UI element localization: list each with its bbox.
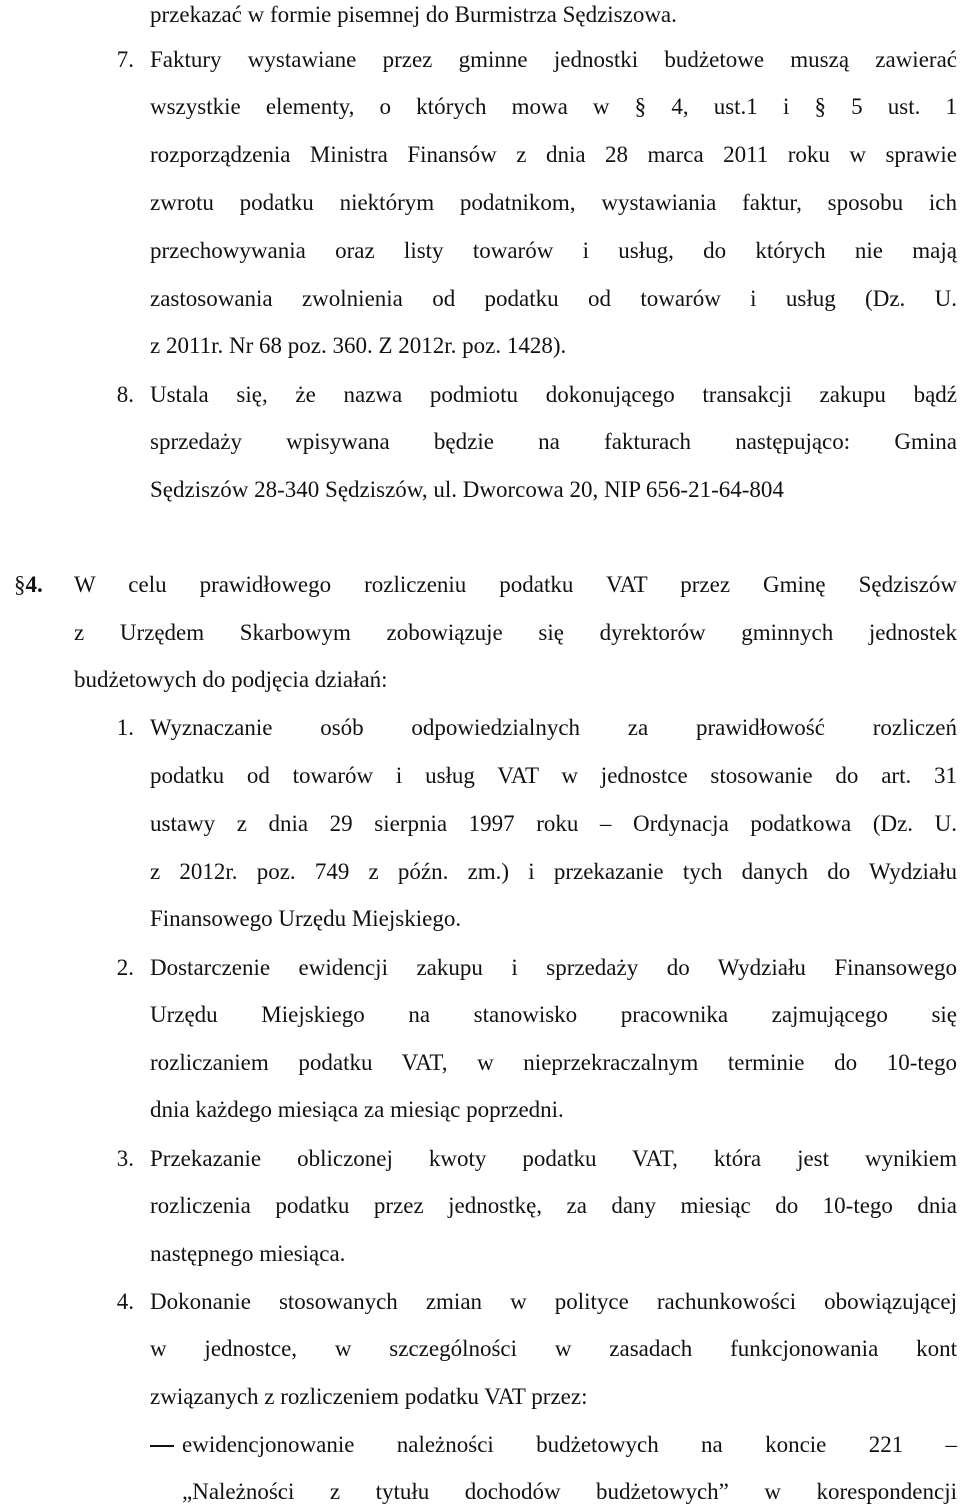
text-line: z Urzędem Skarbowym zobowiązuje się dyrektorów gminnych jednostek — [74, 620, 957, 645]
text-line: ustawy z dnia 29 sierpnia 1997 roku – Ordynacja podatkowa (Dz. U. — [150, 811, 957, 836]
text-line: przekazać w formie pisemnej do Burmistrza Sędziszowa. — [150, 2, 677, 27]
list-number: 4. — [116, 1289, 134, 1314]
text-line: zwrotu podatku niektórym podatnikom, wystawiania faktur, sposobu ich — [150, 190, 957, 215]
text-line: z 2011r. Nr 68 poz. 360. Z 2012r. poz. 1428). — [150, 333, 567, 358]
text-line: rozliczenia podatku przez jednostkę, za dany miesiąc do 10-tego dnia — [150, 1193, 957, 1218]
dash-bullet — [150, 1445, 174, 1447]
list-number: 7. — [116, 47, 134, 72]
section-symbol: § — [14, 572, 26, 597]
text-line: Przekazanie obliczonej kwoty podatku VAT, która jest wynikiem — [150, 1146, 957, 1171]
text-line: wszystkie elementy, o których mowa w § 4, ust.1 i § 5 ust. 1 — [150, 94, 957, 119]
text-line: ewidencjonowanie należności budżetowych na koncie 221 – — [182, 1432, 957, 1457]
text-line: „Należności z tytułu dochodów budżetowych” w korespondencji — [182, 1479, 957, 1504]
text-line: z 2012r. poz. 749 z późn. zm.) i przekazanie tych danych do Wydziału — [150, 859, 957, 884]
text-line: związanych z rozliczeniem podatku VAT przez: — [150, 1384, 588, 1409]
list-number: 2. — [116, 955, 134, 980]
text-line: Dostarczenie ewidencji zakupu i sprzedaży do Wydziału Finansowego — [150, 955, 957, 980]
section-heading — [14, 570, 43, 600]
text-line: Urzędu Miejskiego na stanowisko pracownika zajmującego się — [150, 1002, 957, 1027]
text-line: Ustala się, że nazwa podmiotu dokonującego transakcji zakupu bądź — [150, 382, 957, 407]
text-line: następnego miesiąca. — [150, 1241, 346, 1266]
text-line: sprzedaży wpisywana będzie na fakturach następująco: Gmina — [150, 429, 957, 454]
text-line: budżetowych do podjęcia działań: — [74, 667, 388, 692]
section-number: 4. — [25, 572, 43, 597]
list-number: 3. — [116, 1146, 134, 1171]
text-line: W celu prawidłowego rozliczeniu podatku VAT przez Gminę Sędziszów — [74, 572, 957, 597]
text-line: przechowywania oraz listy towarów i usług, do których nie mają — [150, 238, 957, 263]
text-line: dnia każdego miesiąca za miesiąc poprzedni. — [150, 1097, 564, 1122]
list-number: 1. — [116, 715, 134, 740]
text-line: Finansowego Urzędu Miejskiego. — [150, 906, 462, 931]
text-line: zastosowania zwolnienia od podatku od towarów i usług (Dz. U. — [150, 286, 957, 311]
text-line: rozliczaniem podatku VAT, w nieprzekraczalnym terminie do 10-tego — [150, 1050, 957, 1075]
text-line: w jednostce, w szczególności w zasadach funkcjonowania kont — [150, 1336, 957, 1361]
text-line: podatku od towarów i usług VAT w jednostce stosowanie do art. 31 — [150, 763, 957, 788]
text-line: Faktury wystawiane przez gminne jednostki budżetowe muszą zawierać — [150, 47, 957, 72]
text-line: Sędziszów 28-340 Sędziszów, ul. Dworcowa 20, NIP 656-21-64-804 — [150, 477, 784, 502]
text-line: Dokonanie stosowanych zmian w polityce rachunkowości obowiązującej — [150, 1289, 957, 1314]
list-number: 8. — [116, 382, 134, 407]
text-line: Wyznaczanie osób odpowiedzialnych za prawidłowość rozliczeń — [150, 715, 957, 740]
text-line: rozporządzenia Ministra Finansów z dnia 28 marca 2011 roku w sprawie — [150, 142, 957, 167]
